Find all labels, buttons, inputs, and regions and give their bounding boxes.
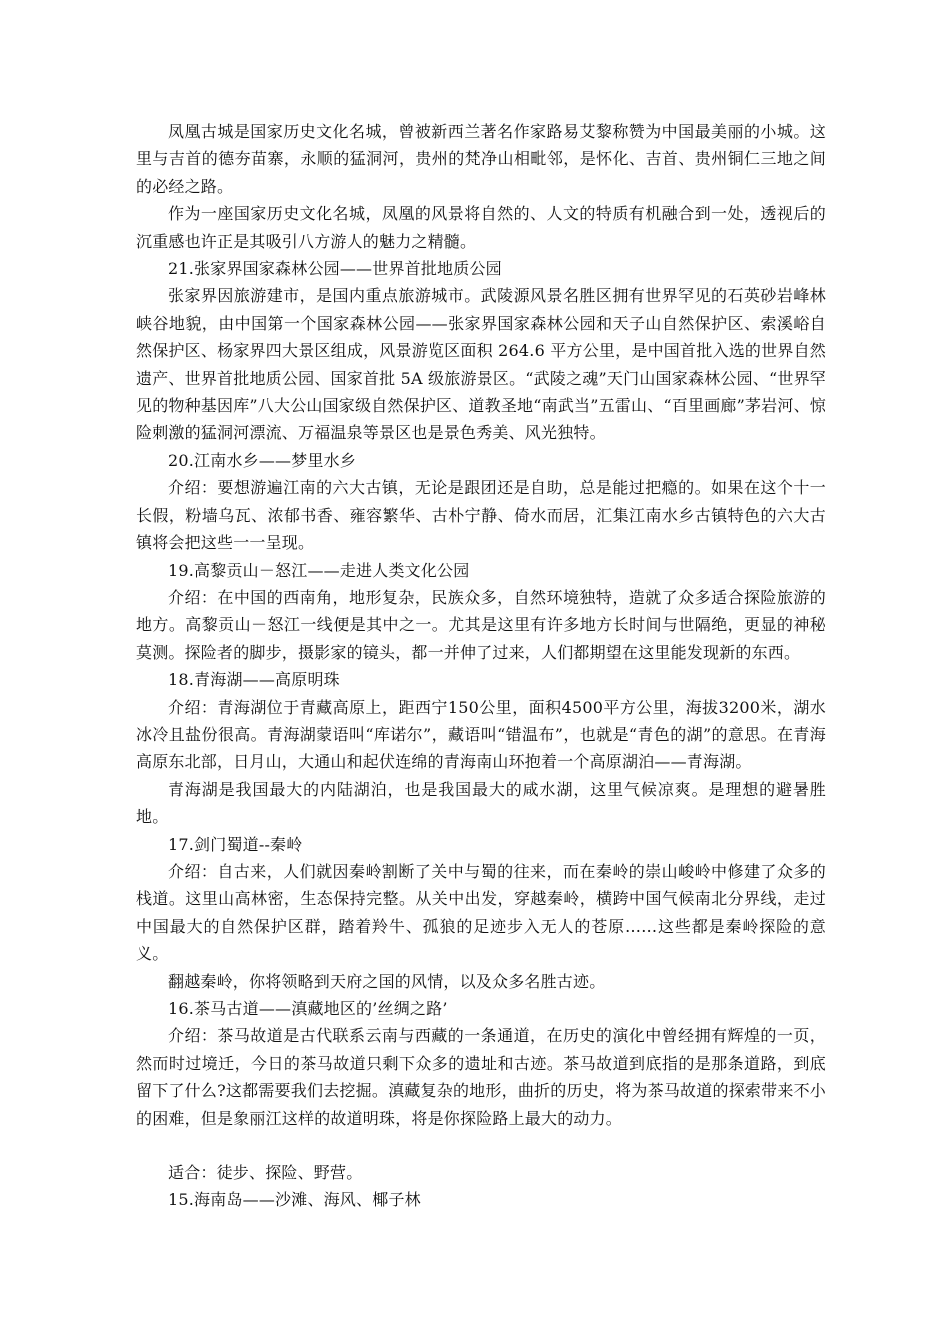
paragraph-jiangnan: 介绍：要想游遍江南的六大古镇，无论是跟团还是自助，总是能过把瘾的。如果在这个十一长假，粉墙乌瓦、浓郁书香、雍容繁华、古朴宁静、倚水而居，汇集江南水乡古镇特色的六大古镇将会把这些一一呈现。 (136, 478, 826, 553)
heading-16-tea-horse-road: 16.茶马古道——滇藏地区的’丝绸之路’ (168, 999, 448, 1018)
paragraph-zhangjiajie: 张家界因旅游建市，是国内重点旅游城市。武陵源风景名胜区拥有世界罕见的石英砂岩峰林峡谷地貌，由中国第一个国家森林公园——张家界国家森林公园和天子山自然保护区、索溪峪自然保护区、杨家界四大景区组成，风景游览区面积 264.6 平方公里，是中国首批入选的世界自然遗产、世界首批地质公园、国家首批 5A 级旅游景区。“武陵之魂”天门山国家森林公园、“世界罕见的物种基因库”八大公山国家级自然保护区、道教圣地“南武当”五雷山、“百里画廊”茅岩河、惊险刺激的猛洞河漂流、万福温泉等景区也是景色秀美、风光独特。 (136, 286, 826, 443)
heading-20-jiangnan: 20.江南水乡——梦里水乡 (168, 450, 357, 470)
heading-19-gaoligong: 19.高黎贡山－怒江——走进人类文化公园 (168, 560, 470, 580)
paragraph-qinghai-lake-climate: 青海湖是我国最大的内陆湖泊，也是我国最大的咸水湖，这里气候凉爽。是理想的避暑胜地。 (136, 779, 826, 827)
paragraph-tea-horse-road: 介绍：茶马故道是古代联系云南与西藏的一条通道，在历史的演化中曾经拥有辉煌的一页，然而时过境迁，今日的茶马故道只剩下众多的遗址和古迹。茶马故道到底指的是那条道路，到底留下了什么?这都需要我们去挖掘。滇藏复杂的地形，曲折的历史，将为茶马故道的探索带来不小的困难，但是象丽江这样的故道明珠，将是你探险路上最大的动力。 (136, 1026, 826, 1128)
paragraph-gaoligong: 介绍：在中国的西南角，地形复杂，民族众多，自然环境独特，造就了众多适合探险旅游的地方。高黎贡山－怒江一线便是其中之一。尤其是这里有许多地方长时间与世隔绝，更显的神秘莫测。探险者的脚步，摄影家的镜头，都一并伸了过来，人们都期望在这里能发现新的东西。 (136, 587, 826, 662)
paragraph-suitable-for: 适合：徒步、探险、野营。 (168, 1163, 363, 1183)
heading-21-zhangjiajie: 21.张家界国家森林公园——世界首批地质公园 (168, 259, 502, 279)
paragraph-qinling-crossing: 翻越秦岭，你将领略到天府之国的风情，以及众多名胜古迹。 (168, 971, 606, 991)
document-body (136, 118, 826, 1214)
paragraph-fenghuang-intro: 凤凰古城是国家历史文化名城，曾被新西兰著名作家路易艾黎称赞为中国最美丽的小城。这里与吉首的德夯苗寨，永顺的猛洞河，贵州的梵净山相毗邻，是怀化、吉首、贵州铜仁三地之间的必经之路。 (136, 122, 826, 196)
paragraph-qinghai-lake: 介绍：青海湖位于青藏高原上，距西宁150公里，面积4500平方公里，海拔3200米，湖水冰冷且盐份很高。青海湖蒙语叫“库诺尔”，藏语叫“错温布”，也就是“青色的湖”的意思。在青海高原东北部，日月山，大通山和起伏连绵的青海南山环抱着一个高原湖泊——青海湖。 (136, 697, 826, 772)
paragraph-fenghuang-charm: 作为一座国家历史文化名城，凤凰的风景将自然的、人文的特质有机融合到一处，透视后的沉重感也许正是其吸引八方游人的魅力之精髓。 (136, 204, 826, 251)
paragraph-qinling: 介绍：自古来，人们就因秦岭割断了关中与蜀的往来，而在秦岭的崇山峻岭中修建了众多的栈道。这里山高林密，生态保持完整。从关中出发，穿越秦岭，横跨中国气候南北分界线，走过中国最大的自然保护区群，踏着羚牛、孤狼的足迹步入无人的苍原……这些都是秦岭探险的意义。 (136, 861, 826, 964)
heading-17-jianmen-qinling: 17.剑门蜀道--秦岭 (168, 834, 303, 854)
heading-15-hainan: 15.海南岛——沙滩、海风、椰子林 (168, 1190, 421, 1210)
heading-18-qinghai-lake: 18.青海湖——高原明珠 (168, 670, 340, 690)
